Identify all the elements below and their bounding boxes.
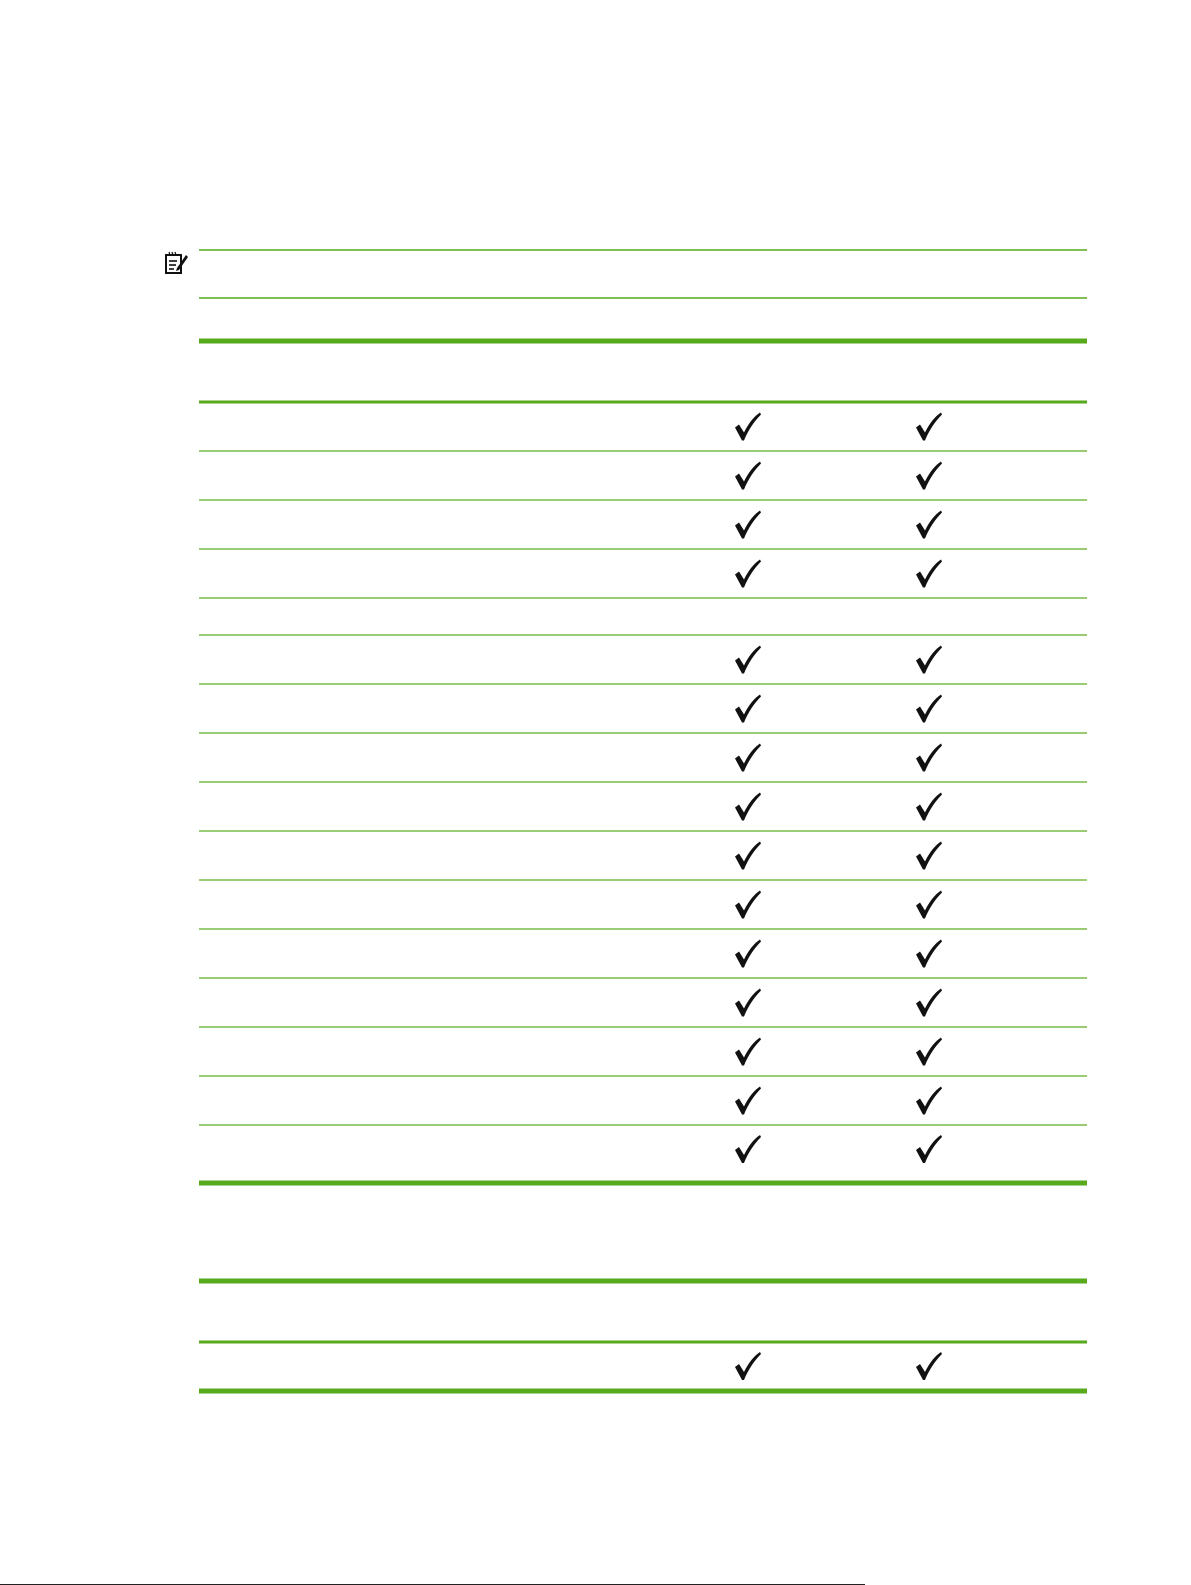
check-icon bbox=[916, 1087, 942, 1115]
check-icon bbox=[735, 560, 761, 588]
check-icon bbox=[735, 1135, 761, 1163]
support-table-2 bbox=[199, 1279, 1087, 1394]
check-icon bbox=[916, 1135, 942, 1163]
check-icon bbox=[735, 413, 761, 441]
check-icon bbox=[735, 1038, 761, 1066]
check-icon bbox=[735, 842, 761, 870]
check-icon bbox=[916, 646, 942, 674]
table1-row-rule bbox=[199, 634, 1087, 635]
check-icon bbox=[916, 695, 942, 723]
support-table-1 bbox=[199, 339, 1087, 1186]
note-rules bbox=[199, 249, 1087, 299]
table1-top-rule bbox=[199, 339, 1087, 344]
check-icon bbox=[916, 842, 942, 870]
table1-row-rule bbox=[199, 781, 1087, 782]
check-icon bbox=[735, 646, 761, 674]
check-icon bbox=[916, 940, 942, 968]
check-icon bbox=[735, 462, 761, 490]
check-icon bbox=[916, 560, 942, 588]
table1-row-rule bbox=[199, 499, 1087, 500]
table1-row-rule bbox=[199, 977, 1087, 978]
table1-row-rule bbox=[199, 450, 1087, 451]
table1-row-rule bbox=[199, 879, 1087, 880]
table1-row-rule bbox=[199, 548, 1087, 549]
check-icon bbox=[735, 695, 761, 723]
table1-row-rule bbox=[199, 732, 1087, 733]
check-icon bbox=[916, 1038, 942, 1066]
note-top-rule bbox=[199, 249, 1087, 251]
table1-row-rule bbox=[199, 1026, 1087, 1027]
table1-bottom-rule bbox=[199, 1181, 1087, 1186]
check-icon bbox=[735, 1352, 761, 1380]
check-icon bbox=[735, 1087, 761, 1115]
table1-row-rule bbox=[199, 683, 1087, 684]
table2-top-rule bbox=[199, 1279, 1087, 1284]
check-icon bbox=[916, 793, 942, 821]
table1-row-rule bbox=[199, 830, 1087, 831]
table2-header-rule bbox=[199, 1341, 1087, 1344]
check-icon bbox=[735, 989, 761, 1017]
check-icon bbox=[735, 511, 761, 539]
table1-row-rule bbox=[199, 928, 1087, 929]
table1-row-rule bbox=[199, 597, 1087, 598]
check-icon bbox=[916, 989, 942, 1017]
check-icon bbox=[735, 793, 761, 821]
table1-row-rule bbox=[199, 1075, 1087, 1076]
check-icon bbox=[735, 940, 761, 968]
check-icon bbox=[916, 744, 942, 772]
note-bottom-rule bbox=[199, 297, 1087, 299]
check-icon bbox=[735, 744, 761, 772]
check-icon bbox=[916, 413, 942, 441]
check-icon bbox=[916, 462, 942, 490]
table2-bottom-rule bbox=[199, 1389, 1087, 1394]
check-icon bbox=[916, 1352, 942, 1380]
check-icon bbox=[916, 511, 942, 539]
table1-row-rule bbox=[199, 1124, 1087, 1125]
check-icon bbox=[916, 891, 942, 919]
table1-header-rule bbox=[199, 401, 1087, 404]
check-icon bbox=[735, 891, 761, 919]
